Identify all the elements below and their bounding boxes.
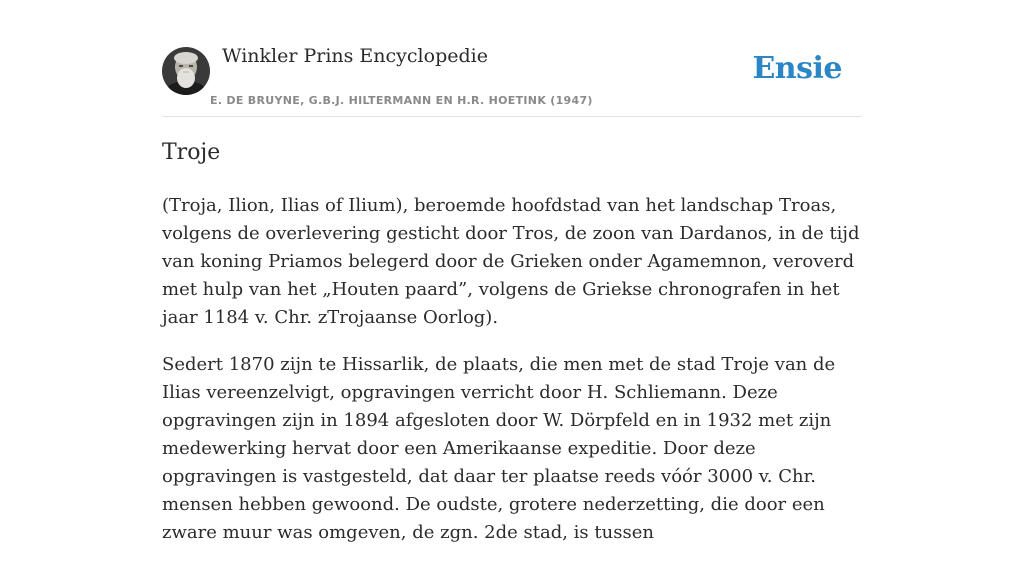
source-header: [162, 0, 862, 117]
brand-logo[interactable]: Ensie: [752, 51, 842, 86]
article-paragraph: Sedert 1870 zijn te Hissarlik, de plaats, die men met de stad Troje van de Ilias vereenzelvigt, opgravingen verricht door H. Schliemann. Deze opgravingen zijn in 1894 afgesloten door W. Dörpfeld en in 1932 met zijn medewerking hervat door een Amerikaanse expeditie. Door deze opgravingen is vastgesteld, dat daar ter plaatse reeds vóór 3000 v. Chr. mensen hebben gewoond. De oudste, grotere nederzetting, die door een zware muur was omgeven, de zgn. 2de stad, is tussen: [162, 354, 836, 543]
article-title: Troje: [162, 140, 221, 165]
article-paragraph: (Troja, Ilion, Ilias of Ilium), beroemde hoofdstad van het landschap Troas, volgens de overlevering gesticht door Tros, de zoon van Dardanos, in de tijd van koning Priamos belegerd door de Grieken onder Agamemnon, veroverd met hulp van het „Houten paard”, volgens de Griekse chronografen in het jaar 1184 v. Chr. zTrojaanse Oorlog).: [162, 195, 860, 328]
page: [162, 0, 862, 543]
author-avatar[interactable]: [162, 47, 210, 95]
source-authors: E. DE BRUYNE, G.B.J. HILTERMANN EN H.R. HOETINK (1947): [210, 94, 593, 107]
author-portrait-icon: [162, 47, 210, 95]
source-title[interactable]: Winkler Prins Encyclopedie: [222, 45, 488, 67]
article-body: [162, 192, 862, 566]
